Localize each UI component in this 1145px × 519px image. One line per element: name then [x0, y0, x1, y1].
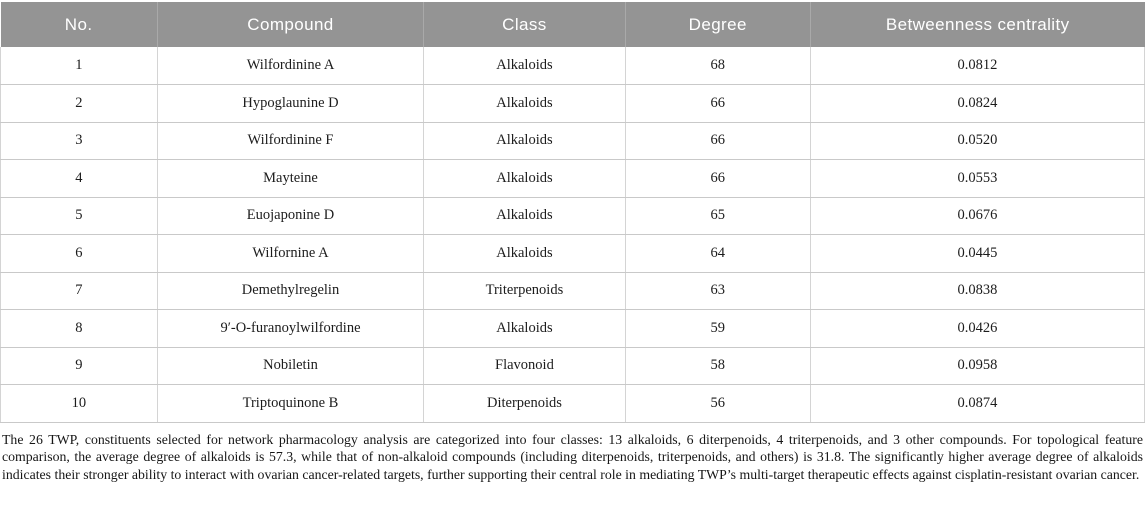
table-header-row: [1, 2, 1145, 47]
cell-degree: 65: [625, 197, 810, 235]
cell-no: 8: [1, 310, 158, 348]
cell-betweenness: 0.0445: [810, 235, 1144, 273]
cell-class: Alkaloids: [424, 310, 625, 348]
table-row: [1, 197, 1145, 235]
table-row: [1, 385, 1145, 423]
cell-degree: 63: [625, 272, 810, 310]
cell-no: 7: [1, 272, 158, 310]
cell-class: Flavonoid: [424, 347, 625, 385]
cell-degree: 59: [625, 310, 810, 348]
cell-degree: 64: [625, 235, 810, 273]
cell-no: 2: [1, 85, 158, 123]
table-header: [1, 2, 1145, 47]
table-row: [1, 47, 1145, 85]
table-row: [1, 85, 1145, 123]
cell-class: Alkaloids: [424, 122, 625, 160]
table-row: [1, 235, 1145, 273]
cell-degree: 66: [625, 85, 810, 123]
table-row: [1, 272, 1145, 310]
cell-betweenness: 0.0812: [810, 47, 1144, 85]
column-header-degree: Degree: [625, 2, 810, 47]
table-row: [1, 347, 1145, 385]
cell-degree: 56: [625, 385, 810, 423]
cell-betweenness: 0.0874: [810, 385, 1144, 423]
cell-no: 3: [1, 122, 158, 160]
column-header-no: No.: [1, 2, 158, 47]
cell-no: 5: [1, 197, 158, 235]
table-row: [1, 310, 1145, 348]
cell-class: Diterpenoids: [424, 385, 625, 423]
cell-compound: Wilfornine A: [157, 235, 424, 273]
cell-no: 9: [1, 347, 158, 385]
cell-compound: Nobiletin: [157, 347, 424, 385]
cell-betweenness: 0.0958: [810, 347, 1144, 385]
cell-class: Alkaloids: [424, 160, 625, 198]
cell-class: Alkaloids: [424, 235, 625, 273]
cell-compound: Demethylregelin: [157, 272, 424, 310]
cell-betweenness: 0.0838: [810, 272, 1144, 310]
table-footnote: The 26 TWP, constituents selected for network pharmacology analysis are categorized into four classes: 13 alkaloids, 6 diterpenoids, 4 triterpenoids, and 3 other compounds. For topological feature comparison, the average degree of alkaloids is 57.3, while that of non-alkaloid compounds (including diterpenoids, triterpenoids, and others) is 31.8. The significantly higher average degree of alkaloids indicates their stronger ability to interact with ovarian cancer-related targets, further supporting their central role in mediating TWP’s multi-target therapeutic effects against cisplatin-resistant ovarian cancer.: [2, 431, 1143, 482]
cell-betweenness: 0.0553: [810, 160, 1144, 198]
compound-table: [0, 2, 1145, 423]
cell-class: Alkaloids: [424, 85, 625, 123]
cell-no: 6: [1, 235, 158, 273]
column-header-class: Class: [424, 2, 625, 47]
cell-compound: Mayteine: [157, 160, 424, 198]
table-body: [1, 47, 1145, 422]
cell-compound: Triptoquinone B: [157, 385, 424, 423]
cell-betweenness: 0.0824: [810, 85, 1144, 123]
cell-degree: 66: [625, 160, 810, 198]
table-row: [1, 160, 1145, 198]
cell-degree: 58: [625, 347, 810, 385]
cell-compound: Euojaponine D: [157, 197, 424, 235]
cell-degree: 66: [625, 122, 810, 160]
cell-betweenness: 0.0426: [810, 310, 1144, 348]
cell-no: 4: [1, 160, 158, 198]
cell-compound: 9′-O-furanoylwilfordine: [157, 310, 424, 348]
cell-compound: Hypoglaunine D: [157, 85, 424, 123]
cell-compound: Wilfordinine F: [157, 122, 424, 160]
cell-class: Alkaloids: [424, 47, 625, 85]
column-header-compound: Compound: [157, 2, 424, 47]
cell-betweenness: 0.0676: [810, 197, 1144, 235]
cell-class: Triterpenoids: [424, 272, 625, 310]
cell-betweenness: 0.0520: [810, 122, 1144, 160]
cell-compound: Wilfordinine A: [157, 47, 424, 85]
column-header-betweenness: Betweenness centrality: [810, 2, 1144, 47]
cell-class: Alkaloids: [424, 197, 625, 235]
cell-no: 1: [1, 47, 158, 85]
table-row: [1, 122, 1145, 160]
cell-no: 10: [1, 385, 158, 423]
cell-degree: 68: [625, 47, 810, 85]
